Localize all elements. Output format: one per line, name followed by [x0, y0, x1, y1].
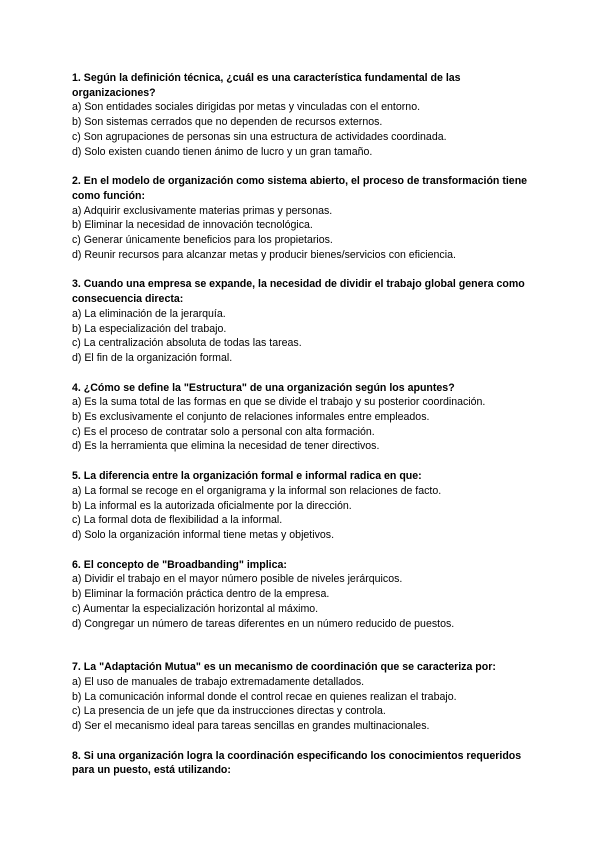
- answer-option: b) La informal es la autorizada oficialmente por la dirección.: [72, 499, 352, 512]
- question-title: 5. La diferencia entre la organización formal e informal radica en que:: [72, 470, 422, 483]
- answer-option: c) La centralización absoluta de todas las tareas.: [72, 337, 302, 350]
- question-title: 7. La "Adaptación Mutua" es un mecanismo de coordinación que se caracteriza por:: [72, 661, 496, 674]
- answer-option: a) Adquirir exclusivamente materias primas y personas.: [72, 204, 333, 217]
- answer-options: [72, 100, 532, 159]
- answer-option: a) Dividir el trabajo en el mayor número posible de niveles jerárquicos.: [72, 573, 403, 586]
- answer-option: d) El fin de la organización formal.: [72, 351, 233, 364]
- answer-options: [72, 484, 532, 543]
- question-title: 4. ¿Cómo se define la "Estructura" de una organización según los apuntes?: [72, 381, 455, 394]
- answer-option: d) Congregar un número de tareas diferentes en un número reducido de puestos.: [72, 617, 455, 630]
- question-block: [72, 558, 532, 632]
- answer-option: a) Es la suma total de las formas en que se divide el trabajo y su posterior coordinación.: [72, 396, 486, 409]
- question-title: 3. Cuando una empresa se expande, la necesidad de dividir el trabajo global genera como consecuencia directa:: [72, 278, 525, 306]
- answer-option: a) Son entidades sociales dirigidas por metas y vinculadas con el entorno.: [72, 101, 421, 114]
- answer-option: b) Son sistemas cerrados que no dependen de recursos externos.: [72, 116, 383, 129]
- answer-options: [72, 204, 532, 263]
- answer-option: c) Son agrupaciones de personas sin una estructura de actividades coordinada.: [72, 130, 447, 143]
- question-title: 8. Si una organización logra la coordinación especificando los conocimientos requeridos para un puesto, está utilizando:: [72, 749, 522, 777]
- answer-option: b) La comunicación informal donde el control recae en quienes realizan el trabajo.: [72, 690, 457, 703]
- answer-option: c) La formal dota de flexibilidad a la informal.: [72, 514, 283, 527]
- answer-options: [72, 395, 532, 454]
- answer-options: [72, 307, 532, 366]
- answer-option: c) La presencia de un jefe que da instrucciones directas y controla.: [72, 705, 386, 718]
- question-block: [72, 174, 532, 262]
- answer-option: b) La especialización del trabajo.: [72, 322, 227, 335]
- answer-option: b) Es exclusivamente el conjunto de relaciones informales entre empleados.: [72, 411, 430, 424]
- answer-option: b) Eliminar la necesidad de innovación tecnológica.: [72, 219, 313, 232]
- answer-option: c) Aumentar la especialización horizontal al máximo.: [72, 602, 319, 615]
- question-block: [72, 749, 532, 778]
- answer-option: a) El uso de manuales de trabajo extremadamente detallados.: [72, 675, 365, 688]
- question-block: [72, 71, 532, 159]
- answer-option: a) La eliminación de la jerarquía.: [72, 307, 226, 320]
- answer-option: c) Es el proceso de contratar solo a personal con alta formación.: [72, 425, 375, 438]
- answer-option: b) Eliminar la formación práctica dentro de la empresa.: [72, 588, 330, 601]
- document-page: [72, 71, 532, 793]
- question-block: [72, 469, 532, 543]
- answer-option: a) La formal se recoge en el organigrama y la informal son relaciones de facto.: [72, 484, 442, 497]
- answer-option: d) Solo la organización informal tiene metas y objetivos.: [72, 528, 335, 541]
- question-block: [72, 660, 532, 734]
- question-title: 6. El concepto de "Broadbanding" implica:: [72, 558, 287, 571]
- answer-option: d) Es la herramienta que elimina la necesidad de tener directivos.: [72, 440, 380, 453]
- answer-option: d) Ser el mecanismo ideal para tareas sencillas en grandes multinacionales.: [72, 720, 430, 733]
- answer-option: d) Reunir recursos para alcanzar metas y producir bienes/servicios con eficiencia.: [72, 248, 456, 261]
- question-title: 2. En el modelo de organización como sistema abierto, el proceso de transformación tiene como función:: [72, 175, 528, 202]
- question-block: [72, 381, 532, 455]
- answer-option: c) Generar únicamente beneficios para los propietarios.: [72, 234, 333, 247]
- answer-option: d) Solo existen cuando tienen ánimo de lucro y un gran tamaño.: [72, 145, 373, 158]
- question-title: 1. Según la definición técnica, ¿cuál es una característica fundamental de las organizaciones?: [72, 72, 461, 99]
- answer-options: [72, 675, 532, 734]
- question-block: [72, 277, 532, 365]
- answer-options: [72, 572, 532, 631]
